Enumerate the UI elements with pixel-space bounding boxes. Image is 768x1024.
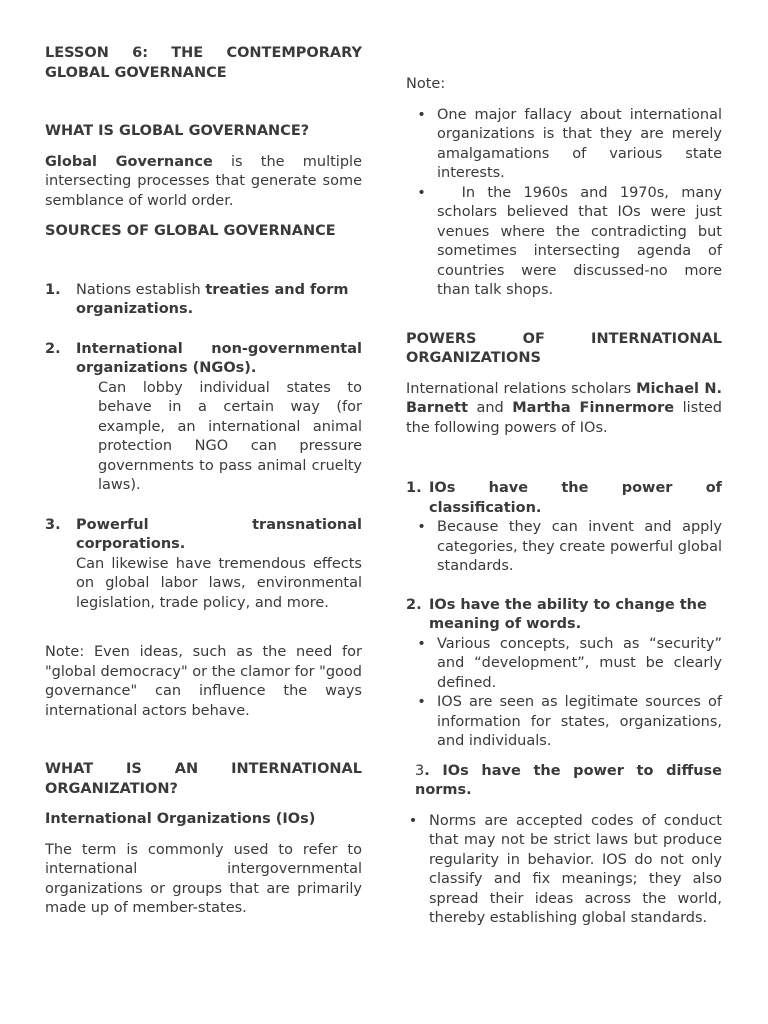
bullet-marker: • <box>417 519 426 535</box>
heading-international-organizations: International Organizations (IOs) <box>45 811 316 827</box>
power-2-number: 2. <box>406 596 422 613</box>
note-bullet-1-text: One major fallacy about international organizations is that they are merely amalgamations of various state interests. <box>437 106 722 181</box>
source-1-number: 1. <box>45 281 61 298</box>
source-2-description: Can lobby individual states to behave in a certain way (for example, an international animal protection NGO can pressure governments to pass animal cruelty laws). <box>98 379 362 493</box>
left-column <box>45 44 362 919</box>
bullet-marker: • <box>417 184 426 201</box>
source-3-description: Can likewise have tremendous effects on global labor laws, environmental legislation, trade policy, and more. <box>76 555 362 611</box>
power-item-3 <box>415 762 722 801</box>
note-bullet-2-text: In the 1960s and 1970s, many scholars believed that IOs were just venues where the contradicting but sometimes intersecting agenda of countries were discussed-no more than talk shops. <box>437 184 727 298</box>
heading-what-is-an-io: WHAT IS AN INTERNATIONAL ORGANIZATION? <box>45 761 362 797</box>
source-item-2 <box>45 340 362 379</box>
source-1-lead: Nations establish <box>76 281 206 298</box>
source-1-bold: treaties and form organizations. <box>76 281 349 317</box>
power-3-number: 3 <box>415 762 425 779</box>
heading-what-is-global-governance: WHAT IS GLOBAL GOVERNANCE? <box>45 123 310 139</box>
power-2-bullet-2 <box>406 693 722 752</box>
bullet-marker: • <box>417 694 426 710</box>
source-item-3 <box>45 516 362 555</box>
source-3-bold: Powerful transnational corporations. <box>76 516 362 552</box>
note-bullet-2 <box>406 184 727 301</box>
global-governance-def-text: is the multiple intersecting processes that generate some semblance of world order. <box>45 153 362 209</box>
scholar-barnett: Michael N. Barnett <box>406 380 722 416</box>
bullet-marker: • <box>408 812 418 829</box>
io-definition: The term is commonly used to refer to international intergovernmental organizations or groups that are primarily made up of member-states. <box>45 841 362 916</box>
power-3-bullet <box>397 812 722 929</box>
source-item-1 <box>45 281 362 320</box>
scholar-finnermore: Martha Finnermore <box>512 400 675 416</box>
scholars-tail: listed the following powers of IOs. <box>406 400 722 436</box>
power-2-title: IOs have the ability to change the meaning of words. <box>429 596 707 632</box>
lesson-title: LESSON 6: THE CONTEMPORARY GLOBAL GOVERNANCE <box>45 45 362 81</box>
global-governance-term: Global Governance <box>45 153 213 170</box>
scholars-paragraph <box>406 380 722 439</box>
note-label: Note: <box>406 76 446 92</box>
source-1-text <box>76 281 362 320</box>
right-column <box>406 75 727 929</box>
scholars-lead: International relations scholars <box>406 380 637 397</box>
source-3-number: 3. <box>45 516 61 533</box>
power-1-bullet-text: Because they can invent and apply categories, they create powerful global standards. <box>437 519 722 574</box>
power-3-bullet-text: Norms are accepted codes of conduct that may not be strict laws but produce regularity in behavior. IOS do not only classify and fix meanings; they also spread their ideas across the world, thereby establishing global standards. <box>429 812 722 926</box>
power-1-bullet <box>406 518 722 577</box>
power-item-1 <box>406 479 722 518</box>
power-2-bullet-1 <box>406 635 722 694</box>
power-2-bullet-1-text: Various concepts, such as “security” and “development”, must be clearly defined. <box>437 635 722 691</box>
note-bullet-1 <box>406 106 722 184</box>
heading-powers-of-ios: POWERS OF INTERNATIONAL ORGANIZATIONS <box>406 330 722 366</box>
power-1-number: 1. <box>406 480 422 496</box>
bullet-marker: • <box>417 635 426 652</box>
source-2-number: 2. <box>45 340 61 357</box>
power-2-bullet-2-text: IOS are seen as legitimate sources of information for states, organizations, and individuals. <box>437 694 722 749</box>
source-2-title <box>76 340 362 379</box>
power-3-title: . IOs have the power to diffuse norms. <box>415 762 722 798</box>
power-item-2 <box>406 596 722 635</box>
power-1-title: IOs have the power of classification. <box>429 480 722 516</box>
note-ideas: Note: Even ideas, such as the need for "global democracy" or the clamor for "good governance" can influence the ways international actors behave. <box>45 644 362 719</box>
bullet-marker: • <box>417 106 426 123</box>
source-2-bold: International non-governmental organizations (NGOs). <box>76 340 362 376</box>
scholars-and: and <box>468 400 513 416</box>
global-governance-definition <box>45 153 362 212</box>
heading-sources-of-global-governance: SOURCES OF GLOBAL GOVERNANCE <box>45 223 336 239</box>
source-3-title <box>76 516 362 555</box>
